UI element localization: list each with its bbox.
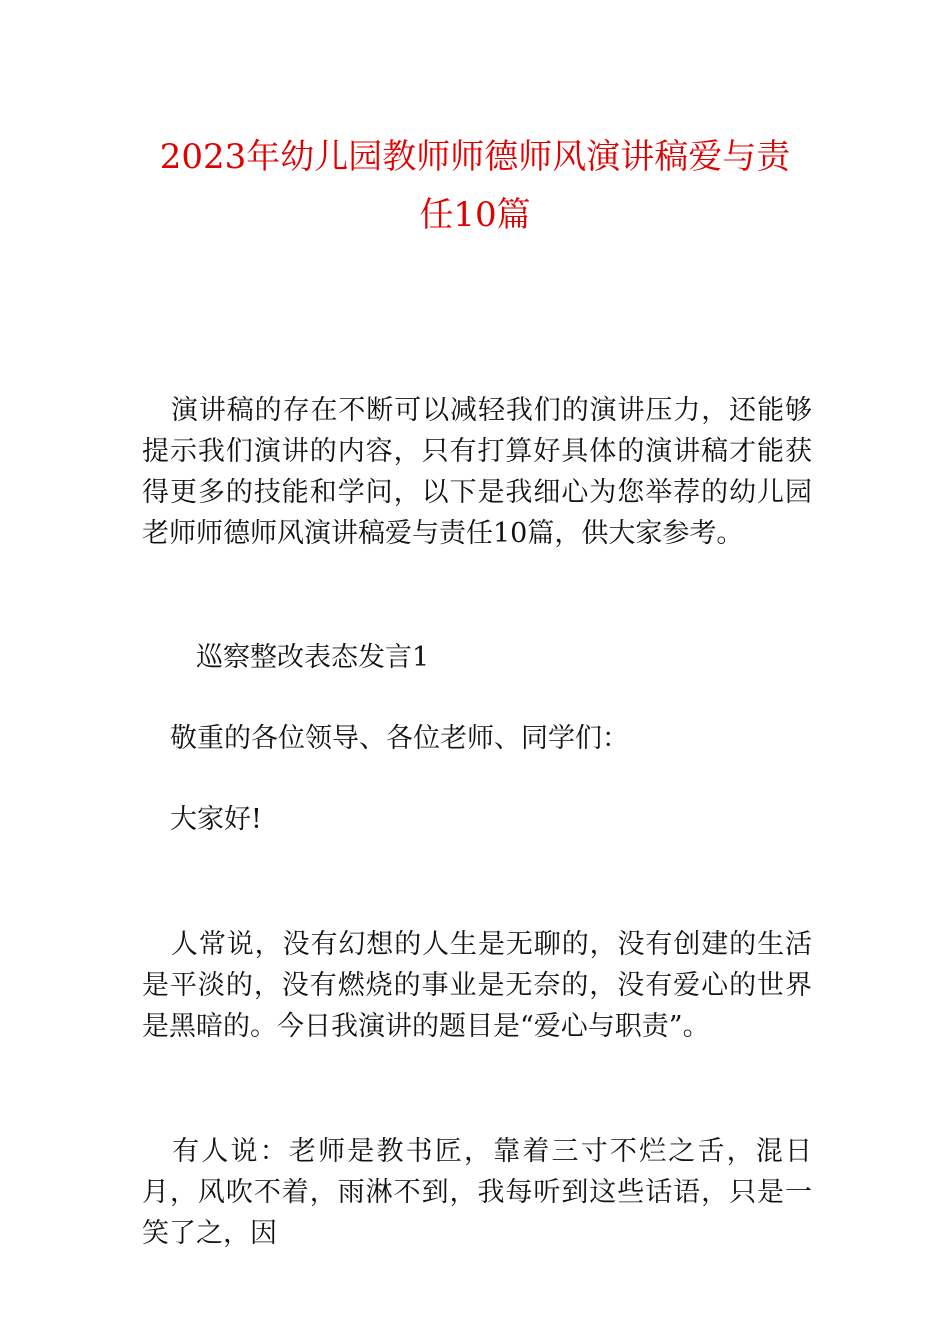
intro-paragraph-text: 演讲稿的存在不断可以减轻我们的演讲压力，还能够提示我们演讲的内容，只有打算好具体的演讲稿才能获得更多的技能和学问，以下是我细心为您举荐的幼儿园老师师德师风演讲稿爱与责任10篇，供大家参考。 (142, 395, 812, 549)
section-heading (142, 637, 812, 678)
salutation-text: 敬重的各位领导、各位老师、同学们： (170, 723, 629, 754)
document-title-line-2: 任10篇 (419, 195, 531, 235)
document-title-line-1: 2023年幼儿园教师师德师风演讲稿爱与责 (159, 137, 791, 177)
greeting-text: 大家好! (170, 804, 262, 835)
intro-paragraph (142, 390, 812, 554)
body-paragraph-1 (142, 924, 812, 1047)
body-paragraph-2 (142, 1131, 812, 1254)
section-heading-text: 巡察整改表态发言1 (196, 642, 430, 673)
salutation-paragraph (142, 718, 812, 759)
body-paragraph-2-text: 有人说：老师是教书匠，靠着三寸不烂之舌，混日月，风吹不着，雨淋不到，我每听到这些话语，只是一笑了之，因 (142, 1136, 812, 1249)
greeting-paragraph (142, 799, 812, 840)
body-paragraph-1-text: 人常说，没有幻想的人生是无聊的，没有创建的生活是平淡的，没有燃烧的事业是无奈的，没有爱心的世界是黑暗的。今日我演讲的题目是“爱心与职责”。 (142, 929, 812, 1042)
